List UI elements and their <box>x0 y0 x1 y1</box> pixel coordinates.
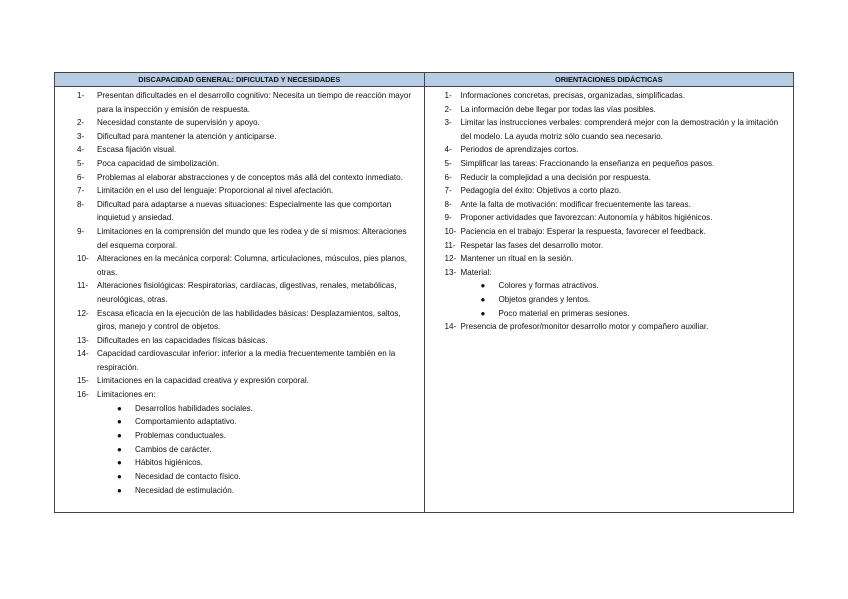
item-number: 7- <box>77 186 85 196</box>
item-text: Poca capacidad de simbolización. <box>97 158 219 168</box>
difficulty-item <box>55 334 424 348</box>
item-text: Respetar las fases del desarrollo motor. <box>460 240 604 250</box>
orientations-list <box>425 87 794 334</box>
orientation-item <box>425 320 794 334</box>
orientation-item <box>425 198 794 212</box>
item-number: 15- <box>77 376 89 386</box>
item-number: 10- <box>77 254 89 264</box>
item-number: 9- <box>77 226 85 236</box>
item-number: 13- <box>444 267 457 277</box>
sub-list-item <box>97 443 424 457</box>
difficulty-item <box>55 374 424 388</box>
item-text: Escasa eficacia en la ejecución de las habilidades básicas: Desplazamientos, saltos, giros, manejo y control de objetos. <box>97 308 401 332</box>
item-number: 6- <box>444 172 452 182</box>
orientation-item <box>425 225 794 239</box>
item-number: 2- <box>77 118 85 128</box>
bullet-icon: ● <box>480 295 486 305</box>
item-text: Necesidad constante de supervisión y apoyo. <box>97 118 260 128</box>
sub-list-item <box>461 279 794 293</box>
orientations-table <box>54 72 794 513</box>
sub-list-item <box>461 293 794 307</box>
item-text: Periodos de aprendizajes cortos. <box>460 145 579 155</box>
difficulty-item <box>55 130 424 144</box>
item-number: 14- <box>444 322 457 332</box>
bullet-icon: ● <box>480 281 486 291</box>
item-text: Material: <box>460 267 492 277</box>
sub-item-text: Desarrollos habilidades sociales. <box>135 403 253 413</box>
sub-list-item <box>97 429 424 443</box>
sub-list-item <box>97 470 424 484</box>
item-number: 8- <box>444 199 452 209</box>
sub-list-item <box>97 402 424 416</box>
limitations-sublist-wrapper <box>55 402 424 498</box>
item-number: 12- <box>444 254 457 264</box>
orientation-item <box>425 103 794 117</box>
item-text: Limitar las instrucciones verbales: comprenderá mejor con la demostración y la imitación del modelo. La ayuda motriz sólo cuando sea necesario. <box>460 118 779 141</box>
item-number: 11- <box>444 240 456 250</box>
sub-item-text: Necesidad de contacto físico. <box>135 472 241 482</box>
item-number: 13- <box>77 335 89 345</box>
sub-list-item <box>97 415 424 429</box>
difficulty-item <box>55 143 424 157</box>
orientation-item <box>425 184 794 198</box>
difficulty-item <box>55 157 424 171</box>
orientation-item <box>425 266 794 280</box>
item-text: Dificultad para adaptarse a nuevas situaciones: Especialmente las que comportan inquietud y ansiedad. <box>97 199 392 223</box>
difficulties-cell <box>55 87 425 513</box>
item-text: Mantener un ritual en la sesión. <box>460 254 574 264</box>
bullet-icon: ● <box>117 417 122 427</box>
item-text: Informaciones concretas, precisas, organizadas, simplificadas. <box>460 91 685 100</box>
item-number: 9- <box>444 213 452 223</box>
material-sublist-wrapper <box>425 279 794 320</box>
item-number: 5- <box>77 158 85 168</box>
difficulty-item <box>55 279 424 306</box>
sub-list-item <box>97 456 424 470</box>
limitations-sublist <box>97 402 424 498</box>
item-text: La información debe llegar por todas las vías posibles. <box>460 104 656 114</box>
item-text: Alteraciones en la mecánica corporal: Columna, articulaciones, músculos, pies planos, otras. <box>97 254 407 277</box>
orientations-cell <box>424 87 794 513</box>
item-text: Escasa fijación visual. <box>97 145 177 155</box>
item-text: Dificultad para mantener la atención y anticiparse. <box>97 131 277 141</box>
item-number: 3- <box>77 131 85 141</box>
item-text: Capacidad cardiovascular inferior: inferior a la media frecuentemente también en la respiración. <box>97 349 396 372</box>
item-number: 6- <box>77 172 85 182</box>
orientation-item <box>425 143 794 157</box>
item-text: Limitaciones en la comprensión del mundo que les rodea y de sí mismos: Alteraciones del esquema corporal. <box>97 226 407 250</box>
header-left: DISCAPACIDAD GENERAL: DIFICULTAD Y NECESIDADES <box>55 73 425 87</box>
item-text: Dificultades en las capacidades físicas básicas. <box>97 335 268 345</box>
orientation-item <box>425 252 794 266</box>
difficulty-item <box>55 347 424 374</box>
sub-item-text: Objetos grandes y lentos. <box>498 295 591 305</box>
sub-item-text: Cambios de carácter. <box>135 444 212 454</box>
sub-item-text: Comportamiento adaptativo. <box>135 417 237 427</box>
orientation-item <box>425 116 794 143</box>
difficulty-item <box>55 252 424 279</box>
item-number: 8- <box>77 199 85 209</box>
orientation-item <box>425 89 794 103</box>
item-text: Presentan dificultades en el desarrollo cognitivo: Necesita un tiempo de reacción mayor para la inspección y emisión de respuesta. <box>97 91 412 114</box>
item-text: Problemas al elaborar abstracciones y de conceptos más allá del contexto inmediato. <box>97 172 403 182</box>
item-number: 16- <box>77 390 89 400</box>
item-number: 1- <box>444 91 452 100</box>
item-number: 5- <box>444 158 452 168</box>
bullet-icon: ● <box>117 485 122 495</box>
item-text: Paciencia en el trabajo: Esperar la respuesta, favorecer el feedback. <box>460 226 706 236</box>
item-number: 2- <box>444 104 452 114</box>
item-text: Limitaciones en: <box>97 390 156 400</box>
item-number: 1- <box>77 91 85 100</box>
difficulty-item <box>55 307 424 334</box>
bullet-icon: ● <box>480 308 486 318</box>
difficulty-item <box>55 171 424 185</box>
difficulty-item <box>55 184 424 198</box>
orientation-item <box>425 239 794 253</box>
bullet-icon: ● <box>117 458 122 468</box>
bullet-icon: ● <box>117 403 122 413</box>
item-text: Proponer actividades que favorezcan: Autonomía y hábitos higiénicos. <box>460 213 713 223</box>
item-number: 4- <box>77 145 85 155</box>
item-text: Limitaciones en la capacidad creativa y expresión corporal. <box>97 376 309 386</box>
sub-item-text: Colores y formas atractivos. <box>498 281 599 291</box>
orientation-item <box>425 211 794 225</box>
item-text: Limitación en el uso del lenguaje: Proporcional al nivel afectación. <box>97 186 334 196</box>
orientation-item <box>425 157 794 171</box>
sub-item-text: Poco material en primeras sesiones. <box>498 308 630 318</box>
bullet-icon: ● <box>117 444 122 454</box>
item-number: 14- <box>77 349 89 359</box>
sub-item-text: Problemas conductuales. <box>135 431 226 441</box>
item-text: Presencia de profesor/monitor desarrollo motor y compañero auxiliar. <box>460 322 709 332</box>
item-number: 12- <box>77 308 89 318</box>
item-text: Ante la falta de motivación: modificar frecuentemente las tareas. <box>460 199 691 209</box>
item-number: 3- <box>444 118 452 128</box>
sub-item-text: Hábitos higiénicos. <box>135 458 203 468</box>
difficulties-list <box>55 87 424 498</box>
item-number: 11- <box>77 281 89 291</box>
item-text: Simplificar las tareas: Fraccionando la enseñanza en pequeños pasos. <box>460 158 715 168</box>
item-text: Pedagogía del éxito: Objetivos a corto plazo. <box>460 186 622 196</box>
item-text: Alteraciones fisiológicas: Respiratorias, cardíacas, digestivas, renales, metabólicas, neurológicas, otras. <box>97 281 397 304</box>
header-right: ORIENTACIONES DIDÁCTICAS <box>424 73 794 87</box>
difficulty-item <box>55 388 424 402</box>
orientation-item <box>425 171 794 185</box>
item-number: 10- <box>444 226 457 236</box>
bullet-icon: ● <box>117 472 122 482</box>
difficulty-item <box>55 116 424 130</box>
item-number: 4- <box>444 145 452 155</box>
difficulty-item <box>55 225 424 252</box>
sub-list-item <box>461 307 794 321</box>
item-text: Reducir la complejidad a una decisión por respuesta. <box>460 172 651 182</box>
sub-item-text: Necesidad de estimulación. <box>135 485 234 495</box>
item-number: 7- <box>444 186 452 196</box>
difficulty-item <box>55 198 424 225</box>
sub-list-item <box>97 484 424 498</box>
bullet-icon: ● <box>117 431 122 441</box>
difficulty-item <box>55 89 424 116</box>
material-sublist <box>461 279 794 320</box>
